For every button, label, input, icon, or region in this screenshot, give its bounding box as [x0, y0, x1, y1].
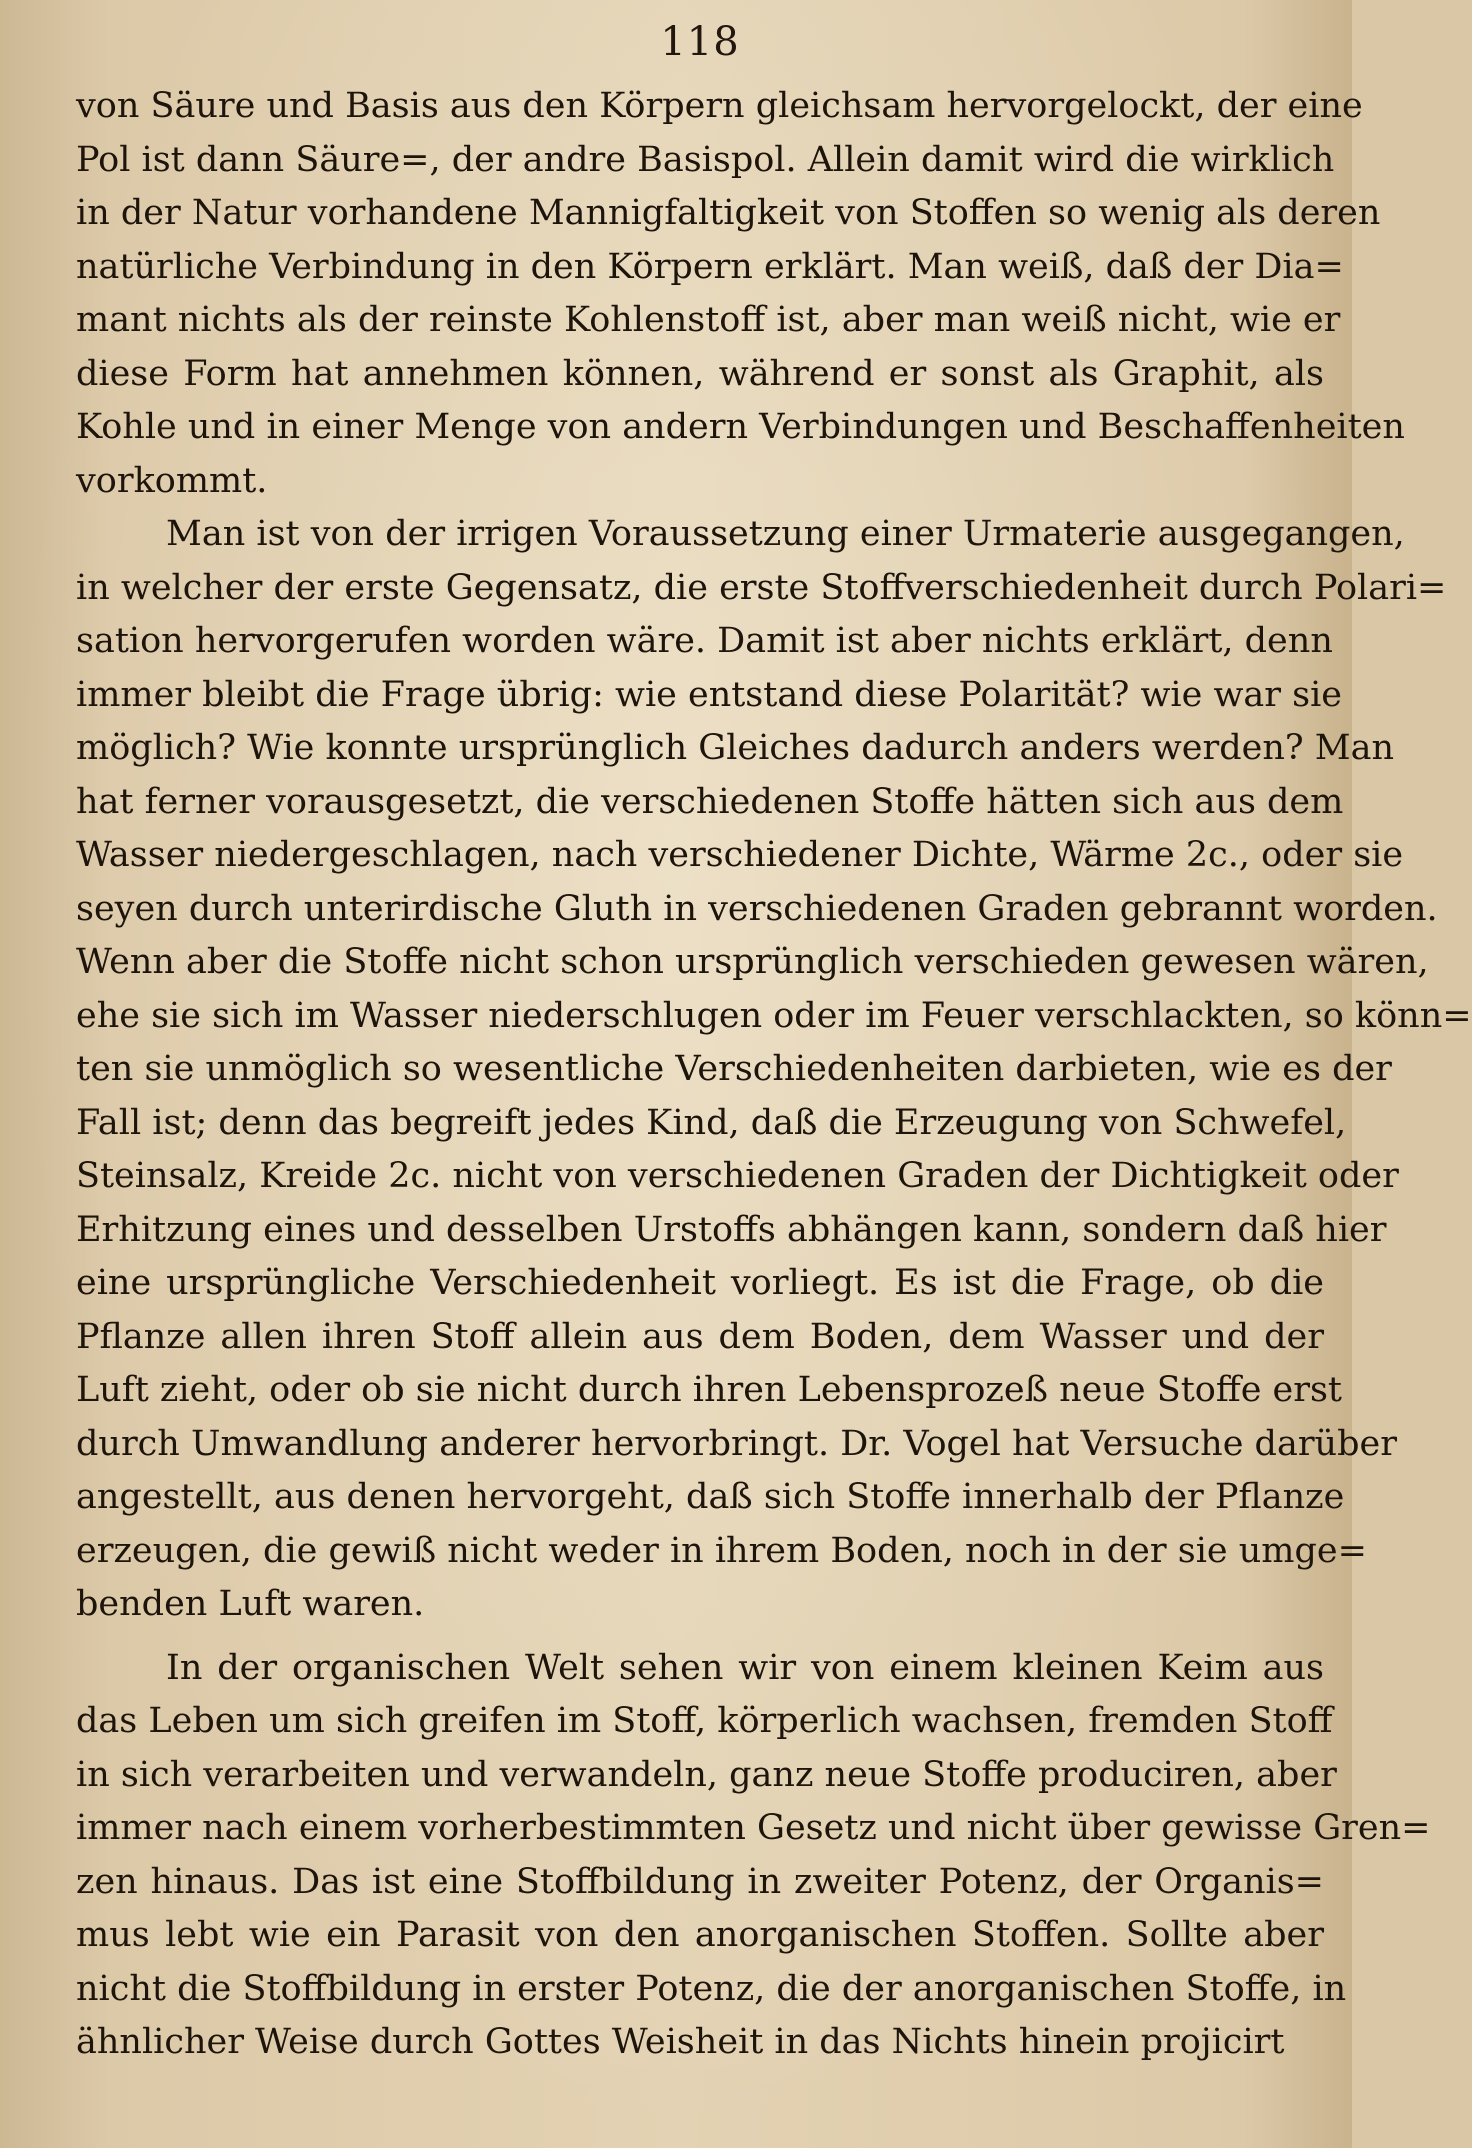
- text-line: eine ursprüngliche Verschiedenheit vorliegt. Es ist die Frage, ob die: [76, 1263, 1324, 1303]
- text-line: in der Natur vorhandene Mannigfaltigkeit von Stoffen so wenig als deren: [76, 193, 1381, 233]
- text-line: natürliche Verbindung in den Körpern erklärt. Man weiß, daß der Dia=: [76, 246, 1344, 287]
- text-line: Pol ist dann Säure=, der andre Basispol. Allein damit wird die wirklich: [76, 139, 1335, 180]
- paragraph: [76, 508, 1472, 1632]
- text-line: mant nichts als der reinste Kohlenstoff ist, aber man weiß nicht, wie er: [76, 300, 1341, 340]
- paragraph-gap: [76, 1632, 1324, 1642]
- text-line: Wasser niedergeschlagen, nach verschiedener Dichte, Wärme 2c., oder sie: [76, 835, 1404, 875]
- page-number: 118: [660, 19, 740, 65]
- text-line: Fall ist; denn das begreift jedes Kind, daß die Erzeugung von Schwefel,: [76, 1102, 1347, 1143]
- text-line: immer nach einem vorherbestimmten Gesetz und nicht über gewisse Gren=: [76, 1808, 1431, 1848]
- text-line: nicht die Stoffbildung in erster Potenz, die der anorganischen Stoffe, in: [76, 1968, 1347, 2009]
- text-line: diese Form hat annehmen können, während er sonst als Graphit, als: [76, 353, 1324, 394]
- text-line: Steinsalz, Kreide 2c. nicht von verschiedenen Graden der Dichtigkeit oder: [76, 1156, 1399, 1196]
- text-line: seyen durch unterirdische Gluth in verschiedenen Graden gebrannt worden.: [76, 888, 1438, 929]
- text-line: Wenn aber die Stoffe nicht schon ursprünglich verschieden gewesen wären,: [76, 942, 1429, 982]
- text-line: angestellt, aus denen hervorgeht, daß sich Stoffe innerhalb der Pflanze: [76, 1477, 1345, 1517]
- text-line: vorkommt.: [76, 460, 268, 501]
- paragraph: [76, 80, 1405, 508]
- text-line: in sich verarbeiten und verwandeln, ganz neue Stoffe produciren, aber: [76, 1754, 1337, 1795]
- text-line: ten sie unmöglich so wesentliche Verschiedenheiten darbieten, wie es der: [76, 1049, 1392, 1089]
- text-line: das Leben um sich greifen im Stoff, körperlich wachsen, fremden Stoff: [76, 1701, 1333, 1741]
- text-line: zen hinaus. Das ist eine Stoffbildung in zweiter Potenz, der Organis=: [76, 1861, 1324, 1902]
- text-line: hat ferner vorausgesetzt, die verschiedenen Stoffe hätten sich aus dem: [76, 781, 1344, 822]
- text-line: Pflanze allen ihren Stoff allein aus dem Boden, dem Wasser und der: [76, 1316, 1324, 1357]
- text-line: Luft zieht, oder ob sie nicht durch ihren Lebensprozeß neue Stoffe erst: [76, 1370, 1342, 1410]
- text-line: ehe sie sich im Wasser niederschlugen oder im Feuer verschlackten, so könn=: [76, 995, 1472, 1036]
- text-line: immer bleibt die Frage übrig: wie entstand diese Polarität? wie war sie: [76, 674, 1342, 715]
- paragraph: [76, 1642, 1431, 2070]
- text-line: durch Umwandlung anderer hervorbringt. Dr. Vogel hat Versuche darüber: [76, 1423, 1397, 1464]
- text-line: möglich? Wie konnte ursprünglich Gleiches dadurch anders werden? Man: [76, 728, 1395, 768]
- text-line: Erhitzung eines und desselben Urstoffs abhängen kann, sondern daß hier: [76, 1209, 1387, 1250]
- body-text: [76, 80, 1472, 2070]
- text-line: mus lebt wie ein Parasit von den anorganischen Stoffen. Sollte aber: [76, 1915, 1324, 1955]
- text-line: von Säure und Basis aus den Körpern gleichsam hervorgelockt, der eine: [76, 86, 1363, 126]
- text-line: Man ist von der irrigen Voraussetzung einer Urmaterie ausgegangen,: [166, 514, 1405, 554]
- text-line: Kohle und in einer Menge von andern Verbindungen und Beschaffenheiten: [76, 407, 1405, 447]
- text-line: benden Luft waren.: [76, 1584, 425, 1624]
- text-line: In der organischen Welt sehen wir von einem kleinen Keim aus: [166, 1647, 1324, 1688]
- text-line: ähnlicher Weise durch Gottes Weisheit in das Nichts hinein projicirt: [76, 2022, 1285, 2062]
- text-line: erzeugen, die gewiß nicht weder in ihrem Boden, noch in der sie umge=: [76, 1530, 1367, 1571]
- text-line: sation hervorgerufen worden wäre. Damit ist aber nichts erklärt, denn: [76, 621, 1333, 661]
- text-line: in welcher der erste Gegensatz, die erste Stoffverschiedenheit durch Polari=: [76, 567, 1447, 608]
